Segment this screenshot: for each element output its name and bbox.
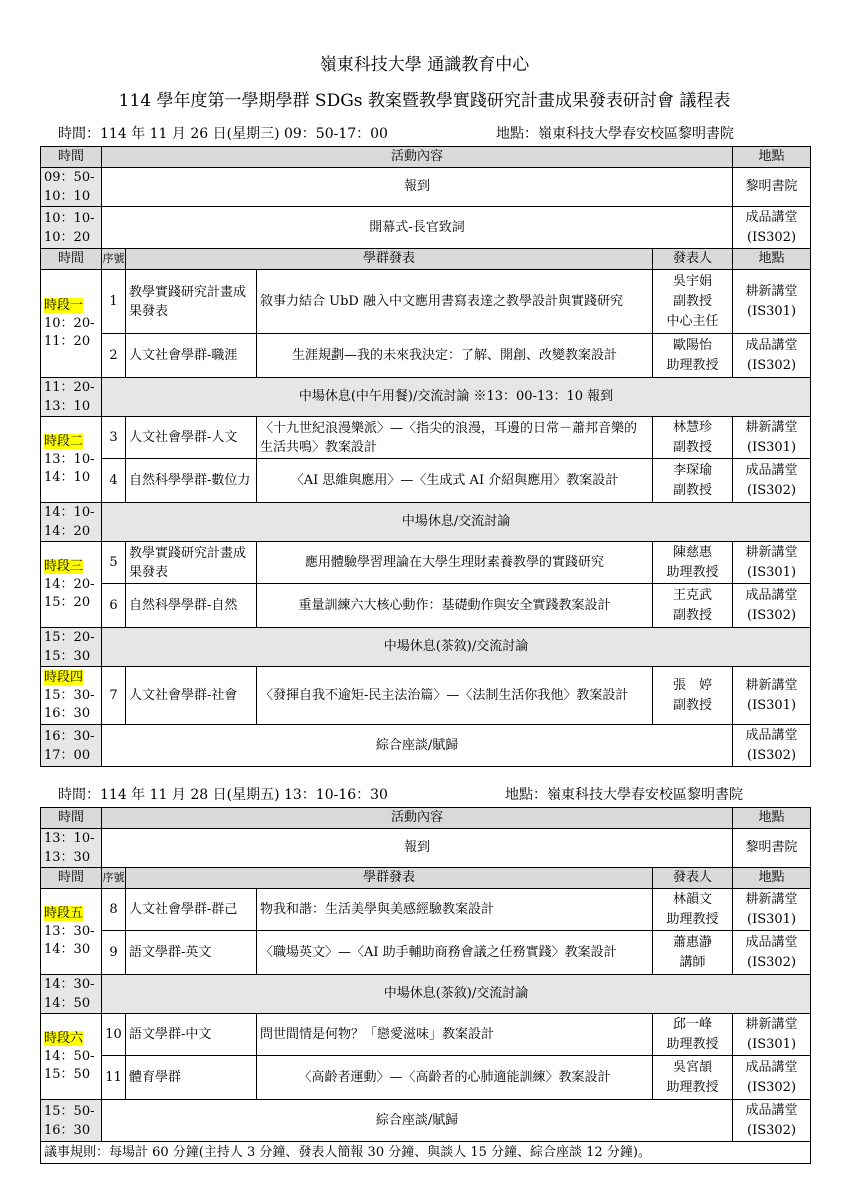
day1-location: 地點：嶺東科技大學春安校區黎明書院 [496, 126, 734, 142]
closing-row [41, 725, 811, 767]
place-room: (IS301) [747, 697, 797, 713]
row-group: 人文社會學群-人文 [126, 417, 257, 459]
presenter-name: 歐陽怡 [673, 337, 713, 353]
row-presenter [653, 889, 733, 931]
closing-label: 綜合座談/賦歸 [102, 1100, 733, 1142]
table-row [41, 1056, 811, 1100]
row-place [733, 334, 811, 378]
closing-time: 15：50-16：30 [41, 1100, 102, 1142]
row-place [733, 889, 811, 931]
row-place [733, 542, 811, 584]
place-name: 成品講堂 [745, 1059, 798, 1075]
row-topic: 〈發揮自我不逾矩-民主法治篇〉—〈法制生活你我他〉教案設計 [257, 667, 653, 725]
session-label: 時段三 [44, 558, 84, 574]
table-row [41, 270, 811, 334]
row-presenter [653, 584, 733, 628]
presenter-title: 助理教授 [666, 1079, 719, 1095]
session-time: 15：30-16：30 [44, 687, 95, 721]
sub-header-row [41, 868, 811, 889]
place-name: 耕新講堂 [745, 544, 798, 560]
row-place [733, 667, 811, 725]
place-name: 成品講堂 [745, 462, 798, 478]
table-row [41, 334, 811, 378]
table-row [41, 931, 811, 975]
break-label: 中場休息/交流討論 [102, 503, 811, 542]
day1-time: 時間：114 年 11 月 26 日(星期三) 09：50-17：00 [58, 126, 388, 142]
presenter-name: 王克武 [673, 587, 713, 603]
place-room: (IS301) [747, 303, 797, 319]
row-group: 自然科學學群-自然 [126, 584, 257, 628]
day2-location: 地點：嶺東科技大學春安校區黎明書院 [505, 787, 743, 803]
opening-row [41, 207, 811, 249]
checkin-place: 黎明書院 [733, 829, 811, 868]
place-room: (IS302) [747, 1079, 797, 1095]
row-number: 9 [102, 931, 126, 975]
checkin-label: 報到 [102, 168, 733, 207]
presenter-name: 邱一峰 [673, 1016, 713, 1032]
place-room: (IS302) [747, 954, 797, 970]
presenter-name: 吳宇娟 [673, 273, 713, 289]
place-name: 成品講堂 [745, 337, 798, 353]
row-place [733, 1014, 811, 1056]
row-presenter [653, 931, 733, 975]
row-topic: 〈高齡者運動〉—〈高齡者的心肺適能訓練〉教案設計 [257, 1056, 653, 1100]
row-group: 自然科學學群-數位力 [126, 459, 257, 503]
presenter-title: 助理教授 [666, 357, 719, 373]
place-name: 耕新講堂 [745, 677, 798, 693]
row-presenter [653, 542, 733, 584]
session-cell [41, 889, 102, 975]
document-subtitle: 114 學年度第一學期學群 SDGs 教案暨教學實踐研究計畫成果發表研討會 議程表 [118, 91, 731, 111]
checkin-row [41, 829, 811, 868]
closing-label: 綜合座談/賦歸 [102, 725, 733, 767]
closing-place: 成品講堂 (IS302) [733, 725, 811, 767]
place-room: (IS301) [747, 911, 797, 927]
session-cell [41, 417, 102, 503]
session-time: 14：20-15：20 [44, 576, 95, 610]
row-number: 1 [102, 270, 126, 334]
row-number: 6 [102, 584, 126, 628]
row-number: 3 [102, 417, 126, 459]
row-topic: 問世間情是何物？「戀愛滋味」教案設計 [257, 1014, 653, 1056]
row-presenter [653, 667, 733, 725]
break-time: 14：30-14：50 [41, 975, 102, 1014]
session-cell [41, 270, 102, 378]
break-row [41, 503, 811, 542]
closing-place: 成品講堂 (IS302) [733, 1100, 811, 1142]
break-row [41, 628, 811, 667]
session-time: 10：20-11：20 [44, 315, 95, 349]
row-presenter [653, 1014, 733, 1056]
row-topic: 〈AI 思維與應用〉—〈生成式 AI 介紹與應用〉教案設計 [257, 459, 653, 503]
sub-header-no: 序號 [102, 249, 126, 270]
opening-place: 成品講堂 (IS302) [733, 207, 811, 249]
presenter-title: 副教授 [673, 293, 713, 309]
checkin-time: 09：50-10：10 [41, 168, 102, 207]
presenter-title: 副教授 [673, 439, 713, 455]
row-place [733, 270, 811, 334]
table-header-row [41, 147, 811, 168]
row-topic: 〈職場英文〉—〈AI 助手輔助商務會議之任務實踐〉教案設計 [257, 931, 653, 975]
place-room: (IS302) [747, 607, 797, 623]
session-label: 時段六 [44, 1030, 84, 1046]
row-place [733, 584, 811, 628]
row-number: 11 [102, 1056, 126, 1100]
closing-row [41, 1100, 811, 1142]
meeting-rules: 議事規則：每場計 60 分鐘(主持人 3 分鐘、發表人簡報 30 分鐘、與談人 15 分鐘、綜合座談 12 分鐘)。 [41, 1142, 811, 1164]
table-header-row [41, 808, 811, 829]
presenter-name: 蕭惠瀞 [673, 934, 713, 950]
session-time: 13：30-14：30 [44, 923, 95, 957]
row-number: 4 [102, 459, 126, 503]
day2-time: 時間：114 年 11 月 28 日(星期五) 13：10-16：30 [58, 787, 388, 803]
session-label: 時段五 [44, 905, 84, 921]
checkin-label: 報到 [102, 829, 733, 868]
header-time: 時間 [41, 808, 102, 829]
break-time: 14：10-14：20 [41, 503, 102, 542]
break-label: 中場休息(中午用餐)/交流討論 ※13：00-13：10 報到 [102, 378, 811, 417]
session-cell [41, 1014, 102, 1100]
row-group: 教學實踐研究計畫成果發表 [126, 542, 257, 584]
place-room: (IS301) [747, 564, 797, 580]
row-group: 語文學群-英文 [126, 931, 257, 975]
row-group: 教學實踐研究計畫成果發表 [126, 270, 257, 334]
sub-header-presenter: 發表人 [653, 249, 733, 270]
header-place: 地點 [733, 808, 811, 829]
sub-header-no: 序號 [102, 868, 126, 889]
row-group: 人文社會學群-群己 [126, 889, 257, 931]
presenter-title: 助理教授 [666, 911, 719, 927]
rules-row [41, 1142, 811, 1164]
break-row [41, 378, 811, 417]
break-label: 中場休息(茶敘)/交流討論 [102, 628, 811, 667]
sub-header-row [41, 249, 811, 270]
place-room: (IS302) [747, 482, 797, 498]
session-time: 14：50-15：50 [44, 1048, 95, 1082]
row-place [733, 459, 811, 503]
presenter-name: 李琛瑜 [673, 462, 713, 478]
break-time: 15：20-15：30 [41, 628, 102, 667]
row-place [733, 1056, 811, 1100]
presenter-name: 吳宮頡 [673, 1059, 713, 1075]
sub-header-group: 學群發表 [126, 868, 653, 889]
presenter-title: 副教授 [673, 482, 713, 498]
sub-header-place: 地點 [733, 868, 811, 889]
row-group: 人文社會學群-社會 [126, 667, 257, 725]
session-label: 時段一 [44, 297, 84, 313]
header-activity: 活動內容 [102, 147, 733, 168]
place-room: (IS301) [747, 1036, 797, 1052]
row-topic: 〈十九世紀浪漫樂派〉—〈指尖的浪漫，耳邊的日常－蕭邦音樂的生活共鳴〉教案設計 [257, 417, 653, 459]
row-group: 語文學群-中文 [126, 1014, 257, 1056]
presenter-name: 陳慈惠 [673, 544, 713, 560]
place-name: 耕新講堂 [745, 1016, 798, 1032]
presenter-title: 副教授 [673, 607, 713, 623]
sub-header-group: 學群發表 [126, 249, 653, 270]
opening-label: 開幕式-長官致詞 [102, 207, 733, 249]
checkin-time: 13：10-13：30 [41, 829, 102, 868]
row-presenter [653, 1056, 733, 1100]
place-room: (IS301) [747, 439, 797, 455]
presenter-name: 張 婷 [673, 677, 713, 693]
header-activity: 活動內容 [102, 808, 733, 829]
sub-header-presenter: 發表人 [653, 868, 733, 889]
break-row [41, 975, 811, 1014]
checkin-row [41, 168, 811, 207]
place-name: 耕新講堂 [745, 419, 798, 435]
row-presenter [653, 334, 733, 378]
place-name: 耕新講堂 [745, 283, 798, 299]
row-topic: 重量訓練六大核心動作：基礎動作與安全實踐教案設計 [257, 584, 653, 628]
sub-header-time: 時間 [41, 868, 102, 889]
checkin-place: 黎明書院 [733, 168, 811, 207]
session-time: 13：10-14：10 [44, 451, 95, 485]
row-place [733, 931, 811, 975]
row-topic: 應用體驗學習理論在大學生理財素養教學的實踐研究 [257, 542, 653, 584]
presenter-title: 助理教授 [666, 564, 719, 580]
row-presenter [653, 270, 733, 334]
presenter-title-2: 中心主任 [666, 313, 719, 329]
place-name: 耕新講堂 [745, 891, 798, 907]
row-group: 體育學群 [126, 1056, 257, 1100]
table-row [41, 459, 811, 503]
session-label: 時段四 [44, 669, 84, 685]
header-place: 地點 [733, 147, 811, 168]
closing-time: 16：30-17：00 [41, 725, 102, 767]
table-row [41, 542, 811, 584]
session-cell [41, 542, 102, 628]
row-topic: 敘事力結合 UbD 融入中文應用書寫表達之教學設計與實踐研究 [257, 270, 653, 334]
document-title: 嶺東科技大學 通識教育中心 [319, 55, 530, 75]
table-row [41, 889, 811, 931]
row-number: 7 [102, 667, 126, 725]
table-row [41, 584, 811, 628]
row-number: 8 [102, 889, 126, 931]
day1-agenda-table [40, 146, 811, 767]
session-cell [41, 667, 102, 725]
break-time: 11：20-13：10 [41, 378, 102, 417]
table-row [41, 417, 811, 459]
row-number: 2 [102, 334, 126, 378]
table-row [41, 667, 811, 725]
row-presenter [653, 459, 733, 503]
presenter-title: 副教授 [673, 697, 713, 713]
sub-header-place: 地點 [733, 249, 811, 270]
header-time: 時間 [41, 147, 102, 168]
row-topic: 生涯規劃—我的未來我決定：了解、開創、改變教案設計 [257, 334, 653, 378]
presenter-title: 助理教授 [666, 1036, 719, 1052]
sub-header-time: 時間 [41, 249, 102, 270]
row-number: 5 [102, 542, 126, 584]
table-row [41, 1014, 811, 1056]
presenter-name: 林韻文 [673, 891, 713, 907]
row-place [733, 417, 811, 459]
place-room: (IS302) [747, 357, 797, 373]
place-name: 成品講堂 [745, 587, 798, 603]
day2-agenda-table [40, 807, 811, 1164]
presenter-name: 林慧珍 [673, 419, 713, 435]
row-presenter [653, 417, 733, 459]
presenter-title: 講師 [679, 954, 706, 970]
row-topic: 物我和諧：生活美學與美感經驗教案設計 [257, 889, 653, 931]
row-number: 10 [102, 1014, 126, 1056]
session-label: 時段二 [44, 433, 84, 449]
opening-time: 10：10-10：20 [41, 207, 102, 249]
row-group: 人文社會學群-職涯 [126, 334, 257, 378]
break-label: 中場休息(茶敘)/交流討論 [102, 975, 811, 1014]
place-name: 成品講堂 [745, 934, 798, 950]
